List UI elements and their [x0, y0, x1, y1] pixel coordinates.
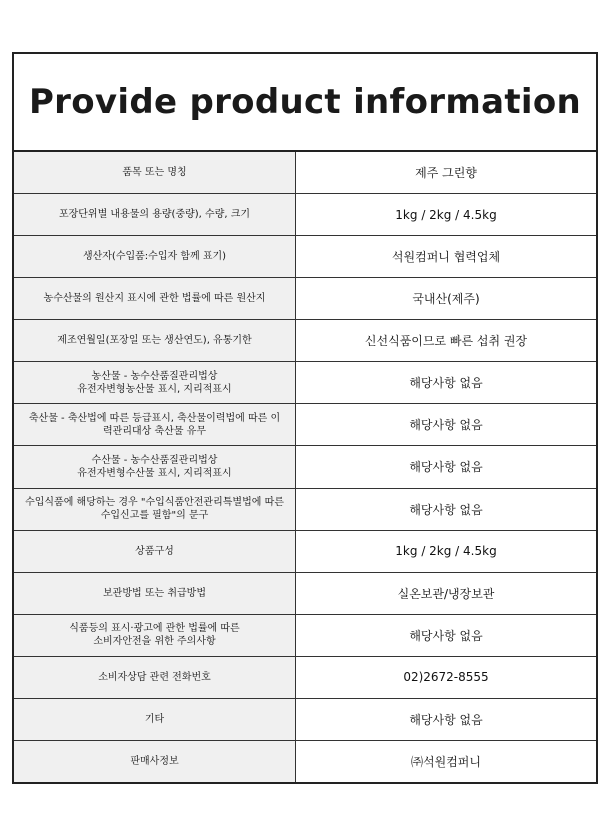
row-label: 기타	[14, 699, 296, 740]
row-value: 해당사항 없음	[409, 712, 483, 727]
row-value: 제주 그린향	[415, 166, 477, 181]
table-row	[14, 573, 596, 615]
table-row	[14, 741, 596, 782]
table-row	[14, 278, 596, 320]
row-label: 생산자(수입품:수입자 함께 표기)	[14, 236, 296, 277]
table-row	[14, 699, 596, 741]
table-row	[14, 362, 596, 404]
row-label: 농수산물의 원산지 표시에 관한 법률에 따른 원산지	[14, 278, 296, 319]
row-label: 축산물 - 축산법에 따른 등급표시, 축산물이력법에 따른 이 력관리대상 축산물 유무	[14, 404, 296, 445]
row-value: 해당사항 없음	[409, 376, 483, 391]
table-row	[14, 194, 596, 236]
row-value: 1kg / 2kg / 4.5kg	[395, 544, 497, 559]
row-label: 농산물 - 농수산품질관리법상 유전자변형농산물 표시, 지리적표시	[14, 362, 296, 403]
table-row	[14, 489, 596, 531]
table-row	[14, 446, 596, 488]
row-value: 석원컴퍼니 협력업체	[391, 250, 501, 265]
table-row	[14, 320, 596, 362]
row-label: 식품등의 표시·광고에 관한 법률에 따른 소비자안전을 위한 주의사항	[14, 615, 296, 656]
row-value: 해당사항 없음	[409, 418, 483, 433]
row-label: 상품구성	[14, 531, 296, 572]
table-row	[14, 236, 596, 278]
row-label: 포장단위별 내용물의 용량(중량), 수량, 크기	[14, 194, 296, 235]
row-value: 해당사항 없음	[409, 502, 483, 517]
row-label: 제조연월일(포장일 또는 생산연도), 유통기한	[14, 320, 296, 361]
row-value: 국내산(제주)	[412, 292, 480, 307]
row-value: 실온보관/냉장보관	[397, 586, 495, 601]
table-row	[14, 531, 596, 573]
row-value: ㈜석원컴퍼니	[411, 754, 481, 769]
product-info-sheet	[12, 52, 598, 784]
row-label: 보관방법 또는 취급방법	[14, 573, 296, 614]
row-value: 02)2672-8555	[403, 670, 489, 685]
row-label: 판매사정보	[14, 741, 296, 782]
row-label: 수산물 - 농수산품질관리법상 유전자변형수산물 표시, 지리적표시	[14, 446, 296, 487]
row-label: 수입식품에 해당하는 경우 "수입식품안전관리특별법에 따른 수입신고를 필함"의 문구	[14, 489, 296, 530]
row-label: 소비자상담 관련 전화번호	[14, 657, 296, 698]
row-value: 해당사항 없음	[409, 628, 483, 643]
table-row	[14, 657, 596, 699]
row-value: 1kg / 2kg / 4.5kg	[395, 207, 497, 222]
table-row	[14, 615, 596, 657]
table-row	[14, 152, 596, 194]
page-title: Provide product information	[28, 82, 582, 122]
row-label: 품목 또는 명칭	[14, 152, 296, 193]
product-info-table	[14, 152, 596, 782]
table-row	[14, 404, 596, 446]
row-value: 해당사항 없음	[409, 460, 483, 475]
title-box	[14, 54, 596, 152]
row-value: 신선식품이므로 빠른 섭취 권장	[364, 334, 528, 349]
